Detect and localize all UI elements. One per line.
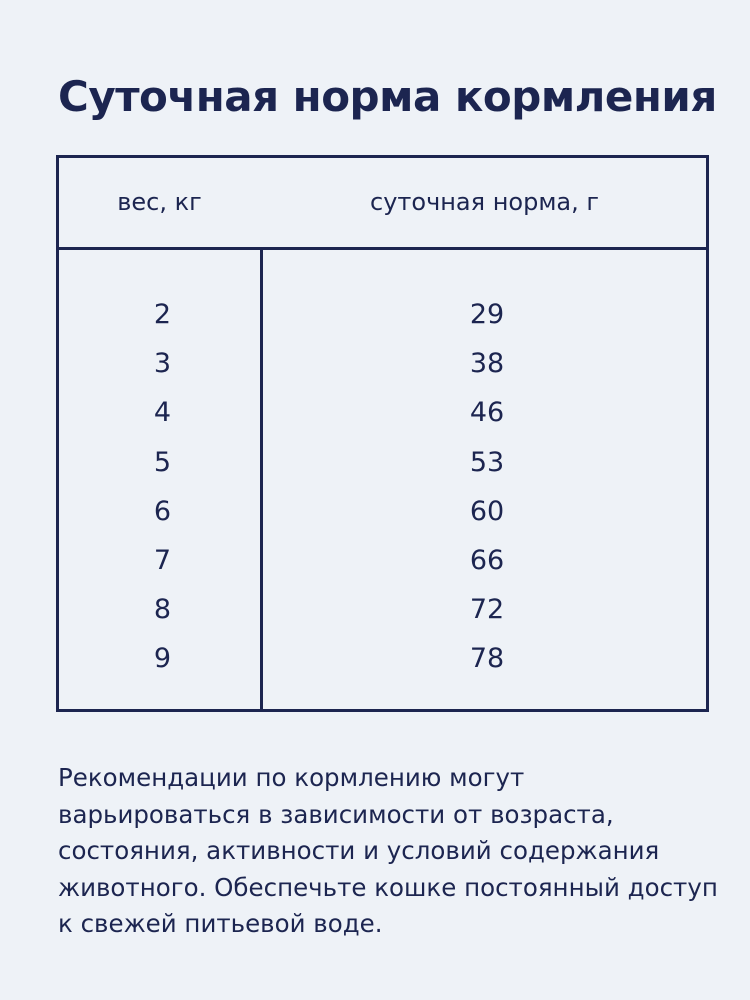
cell-weight: 4	[153, 397, 172, 429]
cell-daily-norm: 46	[469, 397, 505, 429]
cell-daily-norm: 72	[469, 594, 505, 626]
table-header	[59, 158, 706, 250]
cell-daily-norm: 78	[469, 643, 505, 675]
cell-weight: 9	[153, 643, 172, 675]
table-row	[59, 543, 706, 592]
table-row	[59, 297, 706, 346]
table-row	[59, 445, 706, 494]
header-weight: вес, кг	[117, 188, 202, 216]
cell-weight: 6	[153, 495, 172, 527]
feeding-note: Рекомендации по кормлению могут варьироваться в зависимости от возраста, состояния, активности и условий содержания животного. Обеспечьте кошке постоянный доступ к свежей питьевой воде.	[58, 763, 718, 938]
cell-weight: 7	[153, 544, 172, 576]
page-title: Суточная норма кормления	[58, 72, 717, 121]
cell-daily-norm: 38	[469, 348, 505, 380]
table-row	[59, 395, 706, 444]
cell-weight: 8	[153, 594, 172, 626]
table-body	[59, 297, 706, 691]
table-row	[59, 641, 706, 690]
cell-daily-norm: 66	[469, 544, 505, 576]
cell-weight: 2	[153, 299, 172, 330]
cell-daily-norm: 60	[469, 495, 505, 527]
table-row	[59, 494, 706, 543]
cell-weight: 5	[153, 446, 172, 478]
table-row	[59, 592, 706, 641]
cell-weight: 3	[153, 348, 172, 380]
cell-daily-norm: 29	[469, 299, 505, 330]
feeding-table	[56, 155, 709, 712]
cell-daily-norm: 53	[469, 446, 505, 478]
table-row	[59, 346, 706, 395]
header-daily-norm: суточная норма, г	[370, 188, 599, 216]
